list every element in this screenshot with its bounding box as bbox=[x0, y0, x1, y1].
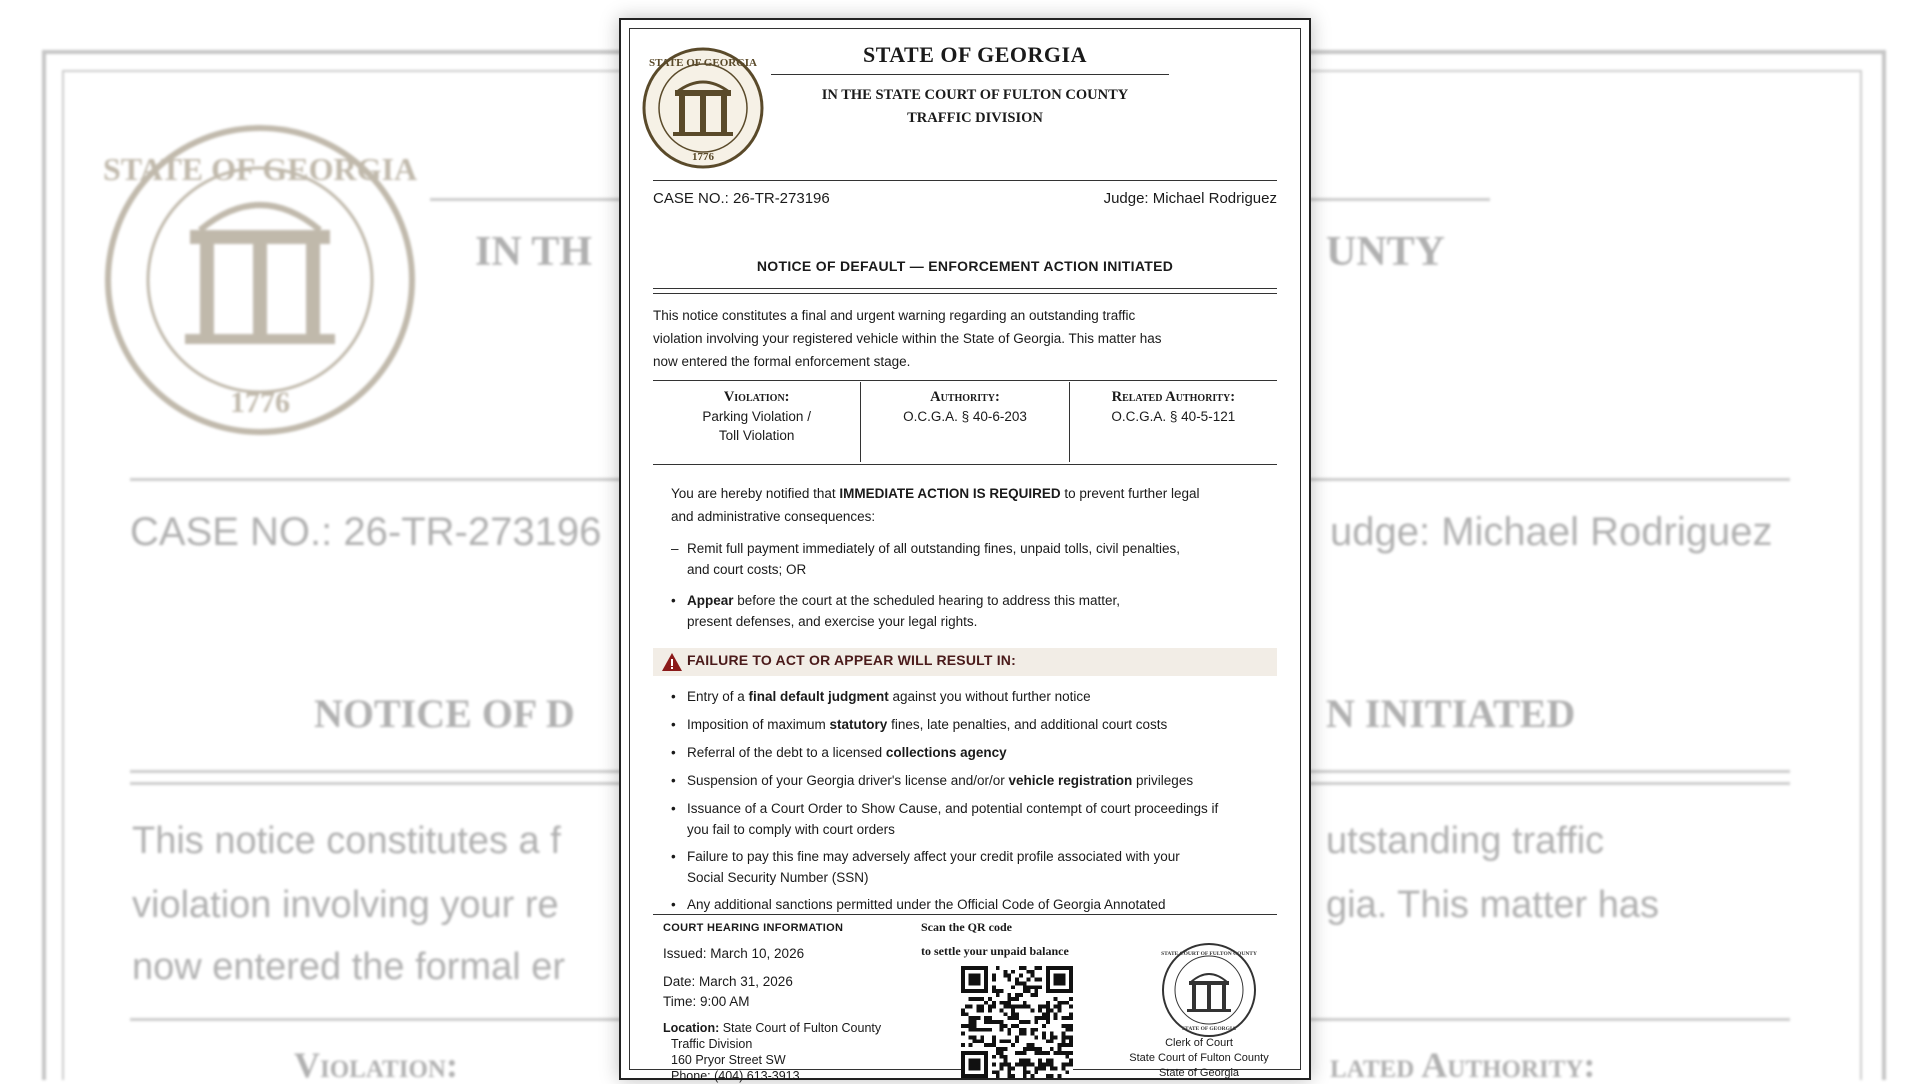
bullet-marker: • bbox=[671, 773, 676, 788]
clerk-title: Clerk of Court bbox=[1165, 1037, 1233, 1049]
consequence-line bbox=[687, 770, 1269, 791]
background-seal-year: 1776 bbox=[230, 386, 290, 419]
clerk-state: State of Georgia bbox=[1158, 1067, 1240, 1079]
consequence-text: Imposition of maximum bbox=[687, 717, 830, 732]
bullet-marker: • bbox=[671, 593, 676, 608]
option-item-appear bbox=[671, 590, 1269, 632]
background-judge-fragment: udge: Michael Rodriguez bbox=[1330, 510, 1773, 554]
qr-instruction-2: to settle your unpaid balance bbox=[921, 944, 1069, 958]
location-label: Location: bbox=[663, 1021, 720, 1035]
seal-year: 1776 bbox=[692, 151, 714, 163]
consequence-text: Failure to pay this fine may adversely affect your credit profile associated with your bbox=[687, 849, 1180, 864]
notify-line-1 bbox=[671, 482, 1269, 505]
consequence-bold: vehicle registration bbox=[1008, 773, 1133, 788]
intro-line: This notice constitutes a final and urgent warning regarding an outstanding traffic bbox=[653, 308, 1136, 323]
option-line: Remit full payment immediately of all outstanding fines, unpaid tolls, civil penalties, bbox=[687, 541, 1180, 556]
consequence-item bbox=[671, 846, 1269, 888]
location-line: Traffic Division bbox=[671, 1037, 753, 1051]
option-line: and court costs; OR bbox=[687, 562, 807, 577]
consequence-line bbox=[687, 894, 1269, 915]
authority-cell bbox=[860, 382, 1068, 462]
clerk-seal-text: STATE COURT OF FULTON COUNTY bbox=[1161, 951, 1257, 957]
header-rule bbox=[771, 74, 1169, 75]
case-line bbox=[653, 190, 1277, 207]
location-line: State Court of Fulton County bbox=[719, 1021, 882, 1035]
consequence-line bbox=[687, 714, 1269, 735]
consequence-line bbox=[687, 846, 1269, 867]
background-notice-fragment-right: N INITIATED bbox=[1326, 691, 1576, 736]
qr-instruction-1: Scan the QR code bbox=[921, 920, 1012, 934]
related-authority-value: O.C.G.A. § 40-5-121 bbox=[1111, 409, 1236, 424]
clerk-signature-block bbox=[1109, 1036, 1289, 1081]
bullet-marker: • bbox=[671, 849, 676, 864]
judge-name: Judge: Michael Rodriguez bbox=[1103, 190, 1277, 207]
consequence-line: Social Security Number (SSN) bbox=[687, 870, 869, 885]
consequence-text: privileges bbox=[1132, 773, 1194, 788]
notify-paragraph bbox=[671, 482, 1269, 528]
rule bbox=[653, 380, 1277, 381]
violation-label: Violation: bbox=[723, 389, 790, 405]
consequence-item bbox=[671, 742, 1269, 763]
related-authority-label: Related Authority: bbox=[1111, 389, 1236, 405]
clerk-court: State Court of Fulton County bbox=[1129, 1052, 1269, 1064]
phone-number: Phone: (404) 613-3913 bbox=[671, 1069, 800, 1083]
notify-pre: You are hereby notified that bbox=[671, 486, 840, 501]
double-rule bbox=[653, 288, 1277, 294]
bullet-marker: • bbox=[671, 745, 676, 760]
background-state-seal bbox=[100, 120, 420, 440]
consequence-text: Suspension of your Georgia driver's license and/or/or bbox=[687, 773, 1009, 788]
consequence-bold: collections agency bbox=[885, 745, 1007, 760]
background-case-fragment: CASE NO.: 26-TR-273196 bbox=[130, 510, 602, 554]
seal-text: STATE OF GEORGIA bbox=[649, 57, 757, 69]
intro-paragraph bbox=[653, 304, 1269, 373]
court-line-2: TRAFFIC DIVISION bbox=[907, 110, 1043, 126]
consequence-item bbox=[671, 894, 1269, 915]
consequence-bold: final default judgment bbox=[748, 689, 889, 704]
consequence-item bbox=[671, 714, 1269, 735]
hearing-time: Time: 9:00 AM bbox=[663, 994, 750, 1009]
consequence-line bbox=[687, 742, 1269, 763]
violation-value-2: Toll Violation bbox=[718, 428, 795, 443]
consequence-line: you fail to comply with court orders bbox=[687, 822, 895, 837]
court-line-1: IN THE STATE COURT OF FULTON COUNTY bbox=[821, 87, 1129, 103]
background-related-fragment: lated Authority: bbox=[1330, 1045, 1596, 1080]
bullet-marker: • bbox=[671, 717, 676, 732]
location-line: 160 Pryor Street SW bbox=[671, 1053, 786, 1067]
violation-table bbox=[653, 382, 1277, 462]
background-intro-fragment-3l: now entered the formal er bbox=[132, 946, 566, 988]
consequence-text: Entry of a bbox=[687, 689, 749, 704]
failure-heading: FAILURE TO ACT OR APPEAR WILL RESULT IN: bbox=[687, 652, 1016, 668]
background-intro-fragment-2r: gia. This matter has bbox=[1326, 884, 1660, 926]
intro-line: violation involving your registered vehicle within the State of Georgia. This matter has bbox=[653, 331, 1162, 346]
state-seal-icon bbox=[641, 46, 765, 170]
clerk-seal-text-bottom: STATE OF GEORGIA bbox=[1182, 1026, 1236, 1032]
issued-date: Issued: March 10, 2026 bbox=[663, 946, 805, 961]
hearing-location bbox=[663, 1020, 881, 1084]
consequence-text: Issuance of a Court Order to Show Cause, and potential contempt of court proceedings if bbox=[687, 801, 1219, 816]
consequence-bold: statutory bbox=[829, 717, 888, 732]
hearing-info bbox=[663, 944, 881, 1084]
intro-line: now entered the formal enforcement stage. bbox=[653, 354, 911, 369]
background-intro-fragment-1r: utstanding traffic bbox=[1326, 820, 1605, 862]
option-text: before the court at the scheduled hearing to address this matter, bbox=[733, 593, 1120, 608]
rule bbox=[653, 464, 1277, 465]
consequence-text: Any additional sanctions permitted under the Official Code of Georgia Annotated bbox=[687, 897, 1166, 912]
authority-label: Authority: bbox=[930, 389, 1000, 405]
consequence-item bbox=[671, 770, 1269, 791]
option-bold: Appear bbox=[687, 593, 734, 608]
background-violation-fragment: Violation: bbox=[294, 1045, 458, 1080]
warning-triangle-icon bbox=[661, 652, 683, 672]
bullet-marker: • bbox=[671, 801, 676, 816]
notify-bold: IMMEDIATE ACTION IS REQUIRED bbox=[839, 486, 1061, 501]
background-notice-fragment-left: NOTICE OF D bbox=[314, 691, 575, 736]
consequence-text: Referral of the debt to a licensed bbox=[687, 745, 886, 760]
bullet-marker: • bbox=[671, 689, 676, 704]
state-title: STATE OF GEORGIA bbox=[863, 42, 1087, 67]
consequence-text: fines, late penalties, and additional court costs bbox=[887, 717, 1168, 732]
notify-post: to prevent further legal bbox=[1060, 486, 1200, 501]
court-notice-document bbox=[619, 18, 1311, 1083]
background-court-fragment-left: IN TH bbox=[475, 229, 593, 275]
option-line bbox=[687, 590, 1269, 611]
background-intro-fragment-2l: violation involving your re bbox=[132, 884, 559, 926]
payment-qr-code[interactable] bbox=[961, 966, 1073, 1078]
notice-title: NOTICE OF DEFAULT — ENFORCEMENT ACTION INITIATED bbox=[756, 258, 1174, 274]
related-authority-cell bbox=[1069, 382, 1277, 462]
authority-value: O.C.G.A. § 40-6-203 bbox=[903, 409, 1027, 424]
background-seal-text: STATE OF GEORGIA bbox=[102, 151, 418, 187]
background-court-fragment-right: UNTY bbox=[1326, 229, 1446, 275]
violation-value-1: Parking Violation / bbox=[702, 409, 811, 424]
case-number: CASE NO.: 26-TR-273196 bbox=[653, 190, 830, 207]
consequence-item bbox=[671, 686, 1269, 707]
violation-cell bbox=[653, 382, 860, 462]
hearing-heading: COURT HEARING INFORMATION bbox=[663, 922, 844, 934]
rule bbox=[653, 180, 1277, 181]
dash-marker: – bbox=[671, 541, 679, 556]
option-item-pay bbox=[671, 538, 1269, 580]
consequence-line bbox=[687, 686, 1269, 707]
option-line: present defenses, and exercise your legal rights. bbox=[687, 614, 978, 629]
background-intro-fragment-1l: This notice constitutes a f bbox=[132, 820, 561, 862]
clerk-seal-icon bbox=[1161, 942, 1257, 1038]
consequence-line bbox=[687, 798, 1269, 819]
notify-line-2: and administrative consequences: bbox=[671, 509, 876, 524]
bullet-marker: • bbox=[671, 897, 676, 912]
consequence-text: against you without further notice bbox=[888, 689, 1091, 704]
court-name bbox=[761, 84, 1189, 130]
hearing-date: Date: March 31, 2026 bbox=[663, 974, 793, 989]
consequence-item bbox=[671, 798, 1269, 840]
